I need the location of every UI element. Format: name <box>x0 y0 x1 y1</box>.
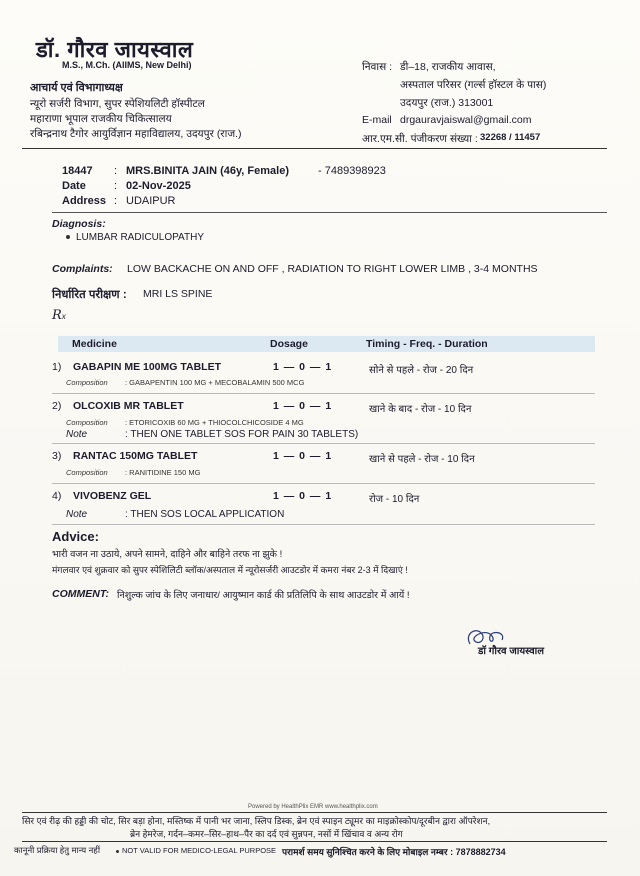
footer-divider-top <box>22 812 607 813</box>
med-number: 2) <box>52 400 62 412</box>
med-divider <box>52 524 595 525</box>
powered-by: Powered by HealthPlix EMR www.healthplix.com <box>248 804 378 810</box>
patient-id: 18447 <box>62 165 93 177</box>
comment-text: निशुल्क जांच के लिए जनाधार/ आयुष्मान कार्ड की प्रतिलिपि के साथ आउटडोर में आयें ! <box>117 590 410 601</box>
registration-label: आर.एम.सी. पंजीकरण संख्या : <box>362 133 478 145</box>
dept-line-2: महाराणा भूपाल राजकीय चिकित्सालय <box>30 113 172 125</box>
med-name: GABAPIN ME 100MG TABLET <box>73 361 221 373</box>
med-number: 3) <box>52 450 62 462</box>
med-number: 1) <box>52 361 62 373</box>
med-note-label: Note <box>66 509 88 520</box>
header-divider <box>22 148 607 149</box>
diagnosis-item: LUMBAR RADICULOPATHY <box>66 232 204 243</box>
residence-line-3: उदयपुर (राज.) 313001 <box>400 97 494 109</box>
advice-line-1: भारी वजन ना उठाये, अपने सामने, दाहिने और बाहिने तरफ ना झुके ! <box>52 549 283 560</box>
med-dosage: 1 — 0 — 1 <box>273 450 333 462</box>
med-divider <box>52 443 595 444</box>
med-note: : THEN SOS LOCAL APPLICATION <box>125 509 285 520</box>
med-name: VIVOBENZ GEL <box>73 490 152 502</box>
med-composition-label: Composition <box>66 378 108 387</box>
advice-label: Advice: <box>52 529 99 544</box>
med-divider <box>52 483 595 484</box>
patient-divider <box>52 212 607 213</box>
complaints-label: Complaints: <box>52 263 113 275</box>
email-label: E-mail <box>362 114 392 126</box>
med-timing: सोने से पहले - रोज - 20 दिन <box>369 365 474 376</box>
residence-line-2: अस्पताल परिसर (गर्ल्स हॉस्टल के पास) <box>400 79 547 91</box>
header-dosage: Dosage <box>270 338 308 350</box>
dept-line-1: न्यूरो सर्जरी विभाग, सुपर स्पेशियलिटी हॉस्पीटल <box>30 98 205 110</box>
header-medicine: Medicine <box>72 338 117 350</box>
doctor-name: डॉ. गौरव जायस्वाल <box>36 37 194 62</box>
med-number: 4) <box>52 490 62 502</box>
bullet-icon <box>66 235 70 239</box>
med-timing: खाने के बाद - रोज - 10 दिन <box>369 404 472 415</box>
visit-date: 02-Nov-2025 <box>126 180 191 192</box>
med-divider <box>52 393 595 394</box>
doctor-degree: M.S., M.Ch. (AIIMS, New Delhi) <box>62 60 192 70</box>
med-composition: : ETORICOXIB 60 MG + THIOCOLCHICOSIDE 4 MG <box>125 418 304 427</box>
diagnosis-label: Diagnosis: <box>52 218 106 230</box>
patient-sep-2: : <box>114 180 118 192</box>
patient-sep-3: : <box>114 195 118 207</box>
med-composition-label: Composition <box>66 418 108 427</box>
complaints-text: LOW BACKACHE ON AND OFF , RADIATION TO RIGHT LOWER LIMB , 3-4 MONTHS <box>127 263 538 275</box>
patient-phone: - 7489398923 <box>318 165 386 177</box>
advice-line-2: मंगलवार एवं शुक्रवार को सुपर स्पेशिलिटी ब्लॉक/अस्पताल में न्यूरोसर्जरी आउटडोर में कमरा नंबर 2-3 में दिखाएं ! <box>52 565 408 575</box>
med-name: RANTAC 150MG TABLET <box>73 450 198 462</box>
med-note-label: Note <box>66 429 88 440</box>
footer-contact: परामर्श समय सुनिश्चित करने के लिए मोबाइल नम्बर : 7878882734 <box>282 847 506 857</box>
patient-name: MRS.BINITA JAIN (46y, Female) <box>126 165 289 177</box>
med-timing: रोज - 10 दिन <box>369 494 420 505</box>
footer-divider-bottom <box>22 841 607 842</box>
designation: आचार्य एवं विभागाध्यक्ष <box>30 82 123 94</box>
med-dosage: 1 — 0 — 1 <box>273 490 333 502</box>
dept-line-3: रबिन्द्रनाथ टैगोर आयुर्विज्ञान महाविद्यालय, उदयपुर (राज.) <box>30 128 242 140</box>
med-note: : THEN ONE TABLET SOS FOR PAIN 30 TABLETS) <box>125 429 359 440</box>
date-label: Date <box>62 180 86 192</box>
patient-sep-1: : <box>114 165 118 177</box>
med-composition-label: Composition <box>66 468 108 477</box>
footer-services-1: सिर एवं रीढ़ की हड्डी की चोट, सिर बड़ा होना, मस्तिष्क में पानी भर जाना, स्लिप डिस्क, ब्रेन एवं स्पाइन ट्यूमर का माइक्रोस्कोप/दूरबीन द्वारा ऑपरेशन, <box>22 816 491 826</box>
bullet-icon <box>116 850 119 853</box>
med-timing: खाने से पहले - रोज - 10 दिन <box>369 454 475 465</box>
patient-address: UDAIPUR <box>126 195 176 207</box>
footer-legal-english: NOT VALID FOR MEDICO-LEGAL PURPOSE <box>116 846 276 855</box>
med-dosage: 1 — 0 — 1 <box>273 361 333 373</box>
investigation-text: MRI LS SPINE <box>143 288 213 300</box>
signature-name: डॉ गौरव जायस्वाल <box>478 646 544 657</box>
address-label: Address <box>62 195 107 207</box>
med-dosage: 1 — 0 — 1 <box>273 400 333 412</box>
residence-line-1: डी–18, राजकीय आवास, <box>400 61 496 73</box>
residence-label: निवास : <box>362 61 393 73</box>
rx-icon: Rx <box>52 308 66 323</box>
comment-label: COMMENT: <box>52 588 109 600</box>
header-timing: Timing - Freq. - Duration <box>366 338 488 350</box>
investigation-label: निर्धारित परीक्षण : <box>52 289 127 301</box>
footer-services-2: ब्रेन हेमरेज, गर्दन–कमर–सिर–हाथ–पैर का दर्द एवं सुन्नपन, नसों में खिंचाव व अन्य रोग <box>130 829 403 839</box>
registration-number: 32268 / 11457 <box>480 132 541 143</box>
med-composition: : GABAPENTIN 100 MG + MECOBALAMIN 500 MCG <box>125 378 305 387</box>
email-value: drgauravjaiswal@gmail.com <box>400 114 532 126</box>
med-composition: : RANITIDINE 150 MG <box>125 468 201 477</box>
medicine-table-header <box>58 336 595 352</box>
med-name: OLCOXIB MR TABLET <box>73 400 184 412</box>
footer-legal-hindi: कानूनी प्रक्रिया हेतु मान्य नहीं <box>14 845 101 855</box>
